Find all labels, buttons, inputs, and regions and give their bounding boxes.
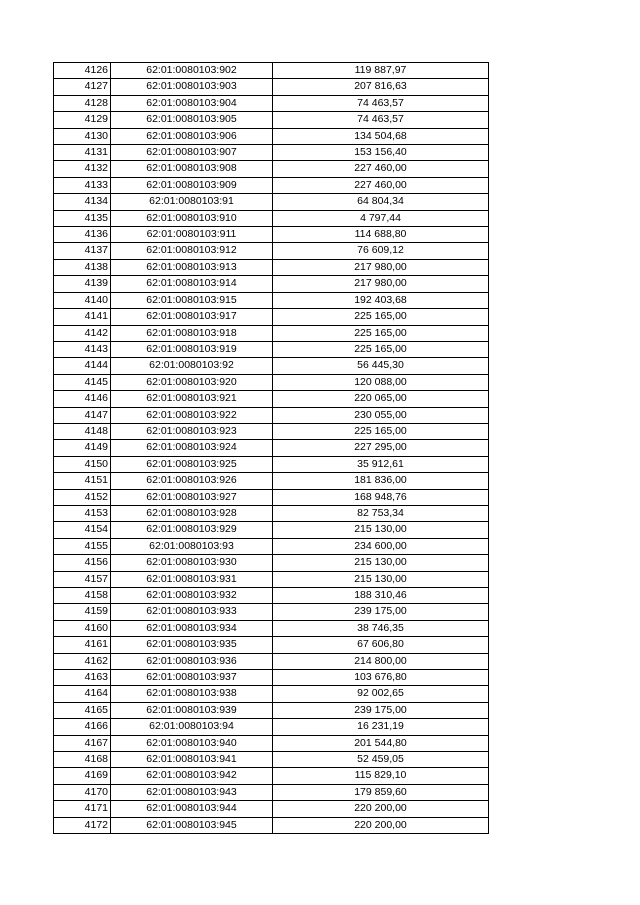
row-number-cell: 4145 bbox=[54, 374, 111, 390]
table-row bbox=[54, 817, 489, 833]
row-number-cell: 4163 bbox=[54, 670, 111, 686]
cadastral-number-cell: 62:01:0080103:911 bbox=[111, 227, 273, 243]
cadastral-value-cell: 119 887,97 bbox=[273, 63, 489, 79]
table-row bbox=[54, 473, 489, 489]
cadastral-number-cell: 62:01:0080103:940 bbox=[111, 735, 273, 751]
cadastral-number-cell: 62:01:0080103:908 bbox=[111, 161, 273, 177]
row-number-cell: 4157 bbox=[54, 571, 111, 587]
cadastral-number-cell: 62:01:0080103:932 bbox=[111, 588, 273, 604]
table-row bbox=[54, 358, 489, 374]
row-number-cell: 4156 bbox=[54, 555, 111, 571]
row-number-cell: 4147 bbox=[54, 407, 111, 423]
row-number-cell: 4143 bbox=[54, 341, 111, 357]
cadastral-value-cell: 217 980,00 bbox=[273, 276, 489, 292]
table-row bbox=[54, 194, 489, 210]
cadastral-number-cell: 62:01:0080103:939 bbox=[111, 702, 273, 718]
cadastral-number-cell: 62:01:0080103:942 bbox=[111, 768, 273, 784]
cadastral-number-cell: 62:01:0080103:930 bbox=[111, 555, 273, 571]
cadastral-number-cell: 62:01:0080103:927 bbox=[111, 489, 273, 505]
table-row bbox=[54, 686, 489, 702]
cadastral-number-cell: 62:01:0080103:920 bbox=[111, 374, 273, 390]
row-number-cell: 4138 bbox=[54, 259, 111, 275]
cadastral-value-cell: 76 609,12 bbox=[273, 243, 489, 259]
cadastral-value-cell: 239 175,00 bbox=[273, 702, 489, 718]
table-row bbox=[54, 538, 489, 554]
table-row bbox=[54, 341, 489, 357]
cadastral-value-cell: 207 816,63 bbox=[273, 79, 489, 95]
cadastral-value-cell: 192 403,68 bbox=[273, 292, 489, 308]
cadastral-number-cell: 62:01:0080103:925 bbox=[111, 456, 273, 472]
table-row bbox=[54, 670, 489, 686]
table-row bbox=[54, 177, 489, 193]
cadastral-number-cell: 62:01:0080103:941 bbox=[111, 752, 273, 768]
table-row bbox=[54, 95, 489, 111]
row-number-cell: 4133 bbox=[54, 177, 111, 193]
row-number-cell: 4136 bbox=[54, 227, 111, 243]
table-row bbox=[54, 243, 489, 259]
cadastral-number-cell: 62:01:0080103:943 bbox=[111, 784, 273, 800]
cadastral-value-cell: 16 231,19 bbox=[273, 719, 489, 735]
row-number-cell: 4154 bbox=[54, 522, 111, 538]
cadastral-value-cell: 92 002,65 bbox=[273, 686, 489, 702]
cadastral-value-cell: 64 804,34 bbox=[273, 194, 489, 210]
cadastral-number-cell: 62:01:0080103:910 bbox=[111, 210, 273, 226]
table-row bbox=[54, 571, 489, 587]
table-row bbox=[54, 79, 489, 95]
row-number-cell: 4140 bbox=[54, 292, 111, 308]
table-row bbox=[54, 620, 489, 636]
row-number-cell: 4164 bbox=[54, 686, 111, 702]
table-row bbox=[54, 588, 489, 604]
row-number-cell: 4155 bbox=[54, 538, 111, 554]
table-row bbox=[54, 801, 489, 817]
cadastral-value-cell: 220 065,00 bbox=[273, 391, 489, 407]
row-number-cell: 4126 bbox=[54, 63, 111, 79]
table-row bbox=[54, 719, 489, 735]
cadastral-number-cell: 62:01:0080103:93 bbox=[111, 538, 273, 554]
cadastral-number-cell: 62:01:0080103:906 bbox=[111, 128, 273, 144]
table-row bbox=[54, 276, 489, 292]
cadastral-number-cell: 62:01:0080103:94 bbox=[111, 719, 273, 735]
row-number-cell: 4130 bbox=[54, 128, 111, 144]
row-number-cell: 4149 bbox=[54, 440, 111, 456]
cadastral-number-cell: 62:01:0080103:926 bbox=[111, 473, 273, 489]
row-number-cell: 4171 bbox=[54, 801, 111, 817]
row-number-cell: 4148 bbox=[54, 423, 111, 439]
cadastral-value-cell: 120 088,00 bbox=[273, 374, 489, 390]
cadastral-number-cell: 62:01:0080103:933 bbox=[111, 604, 273, 620]
table-row bbox=[54, 784, 489, 800]
cadastral-value-cell: 215 130,00 bbox=[273, 522, 489, 538]
table-row bbox=[54, 505, 489, 521]
cadastral-value-cell: 103 676,80 bbox=[273, 670, 489, 686]
table-row bbox=[54, 735, 489, 751]
table-row bbox=[54, 325, 489, 341]
cadastral-number-cell: 62:01:0080103:915 bbox=[111, 292, 273, 308]
table-row bbox=[54, 128, 489, 144]
cadastral-value-cell: 220 200,00 bbox=[273, 801, 489, 817]
row-number-cell: 4150 bbox=[54, 456, 111, 472]
cadastral-number-cell: 62:01:0080103:903 bbox=[111, 79, 273, 95]
table-row bbox=[54, 440, 489, 456]
cadastral-value-cell: 188 310,46 bbox=[273, 588, 489, 604]
row-number-cell: 4141 bbox=[54, 309, 111, 325]
cadastral-number-cell: 62:01:0080103:905 bbox=[111, 112, 273, 128]
table-row bbox=[54, 752, 489, 768]
cadastral-number-cell: 62:01:0080103:902 bbox=[111, 63, 273, 79]
row-number-cell: 4128 bbox=[54, 95, 111, 111]
cadastral-value-cell: 217 980,00 bbox=[273, 259, 489, 275]
cadastral-value-cell: 225 165,00 bbox=[273, 341, 489, 357]
cadastral-number-cell: 62:01:0080103:914 bbox=[111, 276, 273, 292]
table-row bbox=[54, 489, 489, 505]
cadastral-value-cell: 181 836,00 bbox=[273, 473, 489, 489]
cadastral-value-cell: 227 460,00 bbox=[273, 177, 489, 193]
row-number-cell: 4166 bbox=[54, 719, 111, 735]
table-row bbox=[54, 702, 489, 718]
table-row bbox=[54, 210, 489, 226]
row-number-cell: 4127 bbox=[54, 79, 111, 95]
row-number-cell: 4160 bbox=[54, 620, 111, 636]
table-row bbox=[54, 161, 489, 177]
cadastral-value-cell: 74 463,57 bbox=[273, 95, 489, 111]
table-row bbox=[54, 604, 489, 620]
cadastral-number-cell: 62:01:0080103:922 bbox=[111, 407, 273, 423]
cadastral-value-cell: 227 460,00 bbox=[273, 161, 489, 177]
row-number-cell: 4159 bbox=[54, 604, 111, 620]
cadastral-value-cell: 214 800,00 bbox=[273, 653, 489, 669]
cadastral-number-cell: 62:01:0080103:907 bbox=[111, 145, 273, 161]
table-row bbox=[54, 227, 489, 243]
cadastral-number-cell: 62:01:0080103:938 bbox=[111, 686, 273, 702]
row-number-cell: 4168 bbox=[54, 752, 111, 768]
row-number-cell: 4165 bbox=[54, 702, 111, 718]
cadastral-number-cell: 62:01:0080103:928 bbox=[111, 505, 273, 521]
table-row bbox=[54, 407, 489, 423]
cadastral-number-cell: 62:01:0080103:913 bbox=[111, 259, 273, 275]
row-number-cell: 4132 bbox=[54, 161, 111, 177]
row-number-cell: 4170 bbox=[54, 784, 111, 800]
row-number-cell: 4169 bbox=[54, 768, 111, 784]
row-number-cell: 4161 bbox=[54, 637, 111, 653]
table-row bbox=[54, 63, 489, 79]
row-number-cell: 4129 bbox=[54, 112, 111, 128]
cadastral-value-cell: 179 859,60 bbox=[273, 784, 489, 800]
cadastral-value-cell: 153 156,40 bbox=[273, 145, 489, 161]
row-number-cell: 4158 bbox=[54, 588, 111, 604]
cadastral-value-cell: 201 544,80 bbox=[273, 735, 489, 751]
row-number-cell: 4151 bbox=[54, 473, 111, 489]
cadastral-value-cell: 239 175,00 bbox=[273, 604, 489, 620]
table-row bbox=[54, 112, 489, 128]
cadastral-value-cell: 227 295,00 bbox=[273, 440, 489, 456]
cadastral-value-cell: 67 606,80 bbox=[273, 637, 489, 653]
cadastral-value-cell: 114 688,80 bbox=[273, 227, 489, 243]
cadastral-number-cell: 62:01:0080103:923 bbox=[111, 423, 273, 439]
cadastral-value-cell: 82 753,34 bbox=[273, 505, 489, 521]
table-row bbox=[54, 637, 489, 653]
row-number-cell: 4162 bbox=[54, 653, 111, 669]
cadastral-value-cell: 225 165,00 bbox=[273, 309, 489, 325]
table-body bbox=[54, 63, 489, 834]
table-row bbox=[54, 768, 489, 784]
cadastral-value-table bbox=[53, 62, 489, 834]
cadastral-value-cell: 134 504,68 bbox=[273, 128, 489, 144]
cadastral-number-cell: 62:01:0080103:945 bbox=[111, 817, 273, 833]
cadastral-value-cell: 234 600,00 bbox=[273, 538, 489, 554]
row-number-cell: 4146 bbox=[54, 391, 111, 407]
cadastral-value-cell: 56 445,30 bbox=[273, 358, 489, 374]
cadastral-number-cell: 62:01:0080103:91 bbox=[111, 194, 273, 210]
cadastral-value-cell: 225 165,00 bbox=[273, 423, 489, 439]
row-number-cell: 4131 bbox=[54, 145, 111, 161]
cadastral-number-cell: 62:01:0080103:917 bbox=[111, 309, 273, 325]
cadastral-number-cell: 62:01:0080103:937 bbox=[111, 670, 273, 686]
cadastral-number-cell: 62:01:0080103:904 bbox=[111, 95, 273, 111]
cadastral-value-cell: 115 829,10 bbox=[273, 768, 489, 784]
table-row bbox=[54, 522, 489, 538]
cadastral-number-cell: 62:01:0080103:935 bbox=[111, 637, 273, 653]
row-number-cell: 4152 bbox=[54, 489, 111, 505]
cadastral-value-cell: 215 130,00 bbox=[273, 571, 489, 587]
cadastral-value-cell: 35 912,61 bbox=[273, 456, 489, 472]
table-row bbox=[54, 374, 489, 390]
cadastral-number-cell: 62:01:0080103:931 bbox=[111, 571, 273, 587]
table-row bbox=[54, 309, 489, 325]
cadastral-value-cell: 52 459,05 bbox=[273, 752, 489, 768]
row-number-cell: 4134 bbox=[54, 194, 111, 210]
cadastral-number-cell: 62:01:0080103:921 bbox=[111, 391, 273, 407]
cadastral-value-cell: 220 200,00 bbox=[273, 817, 489, 833]
cadastral-number-cell: 62:01:0080103:934 bbox=[111, 620, 273, 636]
cadastral-number-cell: 62:01:0080103:92 bbox=[111, 358, 273, 374]
table-row bbox=[54, 145, 489, 161]
row-number-cell: 4167 bbox=[54, 735, 111, 751]
row-number-cell: 4144 bbox=[54, 358, 111, 374]
table-row bbox=[54, 423, 489, 439]
cadastral-value-cell: 168 948,76 bbox=[273, 489, 489, 505]
cadastral-number-cell: 62:01:0080103:909 bbox=[111, 177, 273, 193]
table-row bbox=[54, 555, 489, 571]
row-number-cell: 4135 bbox=[54, 210, 111, 226]
cadastral-value-cell: 74 463,57 bbox=[273, 112, 489, 128]
cadastral-value-cell: 38 746,35 bbox=[273, 620, 489, 636]
table-row bbox=[54, 653, 489, 669]
table-row bbox=[54, 391, 489, 407]
row-number-cell: 4172 bbox=[54, 817, 111, 833]
table-row bbox=[54, 292, 489, 308]
cadastral-number-cell: 62:01:0080103:929 bbox=[111, 522, 273, 538]
cadastral-number-cell: 62:01:0080103:919 bbox=[111, 341, 273, 357]
cadastral-number-cell: 62:01:0080103:912 bbox=[111, 243, 273, 259]
cadastral-number-cell: 62:01:0080103:918 bbox=[111, 325, 273, 341]
row-number-cell: 4139 bbox=[54, 276, 111, 292]
cadastral-value-cell: 4 797,44 bbox=[273, 210, 489, 226]
table-row bbox=[54, 259, 489, 275]
cadastral-value-cell: 225 165,00 bbox=[273, 325, 489, 341]
row-number-cell: 4137 bbox=[54, 243, 111, 259]
cadastral-value-cell: 215 130,00 bbox=[273, 555, 489, 571]
row-number-cell: 4142 bbox=[54, 325, 111, 341]
cadastral-number-cell: 62:01:0080103:936 bbox=[111, 653, 273, 669]
table-row bbox=[54, 456, 489, 472]
cadastral-number-cell: 62:01:0080103:944 bbox=[111, 801, 273, 817]
cadastral-value-cell: 230 055,00 bbox=[273, 407, 489, 423]
cadastral-number-cell: 62:01:0080103:924 bbox=[111, 440, 273, 456]
row-number-cell: 4153 bbox=[54, 505, 111, 521]
